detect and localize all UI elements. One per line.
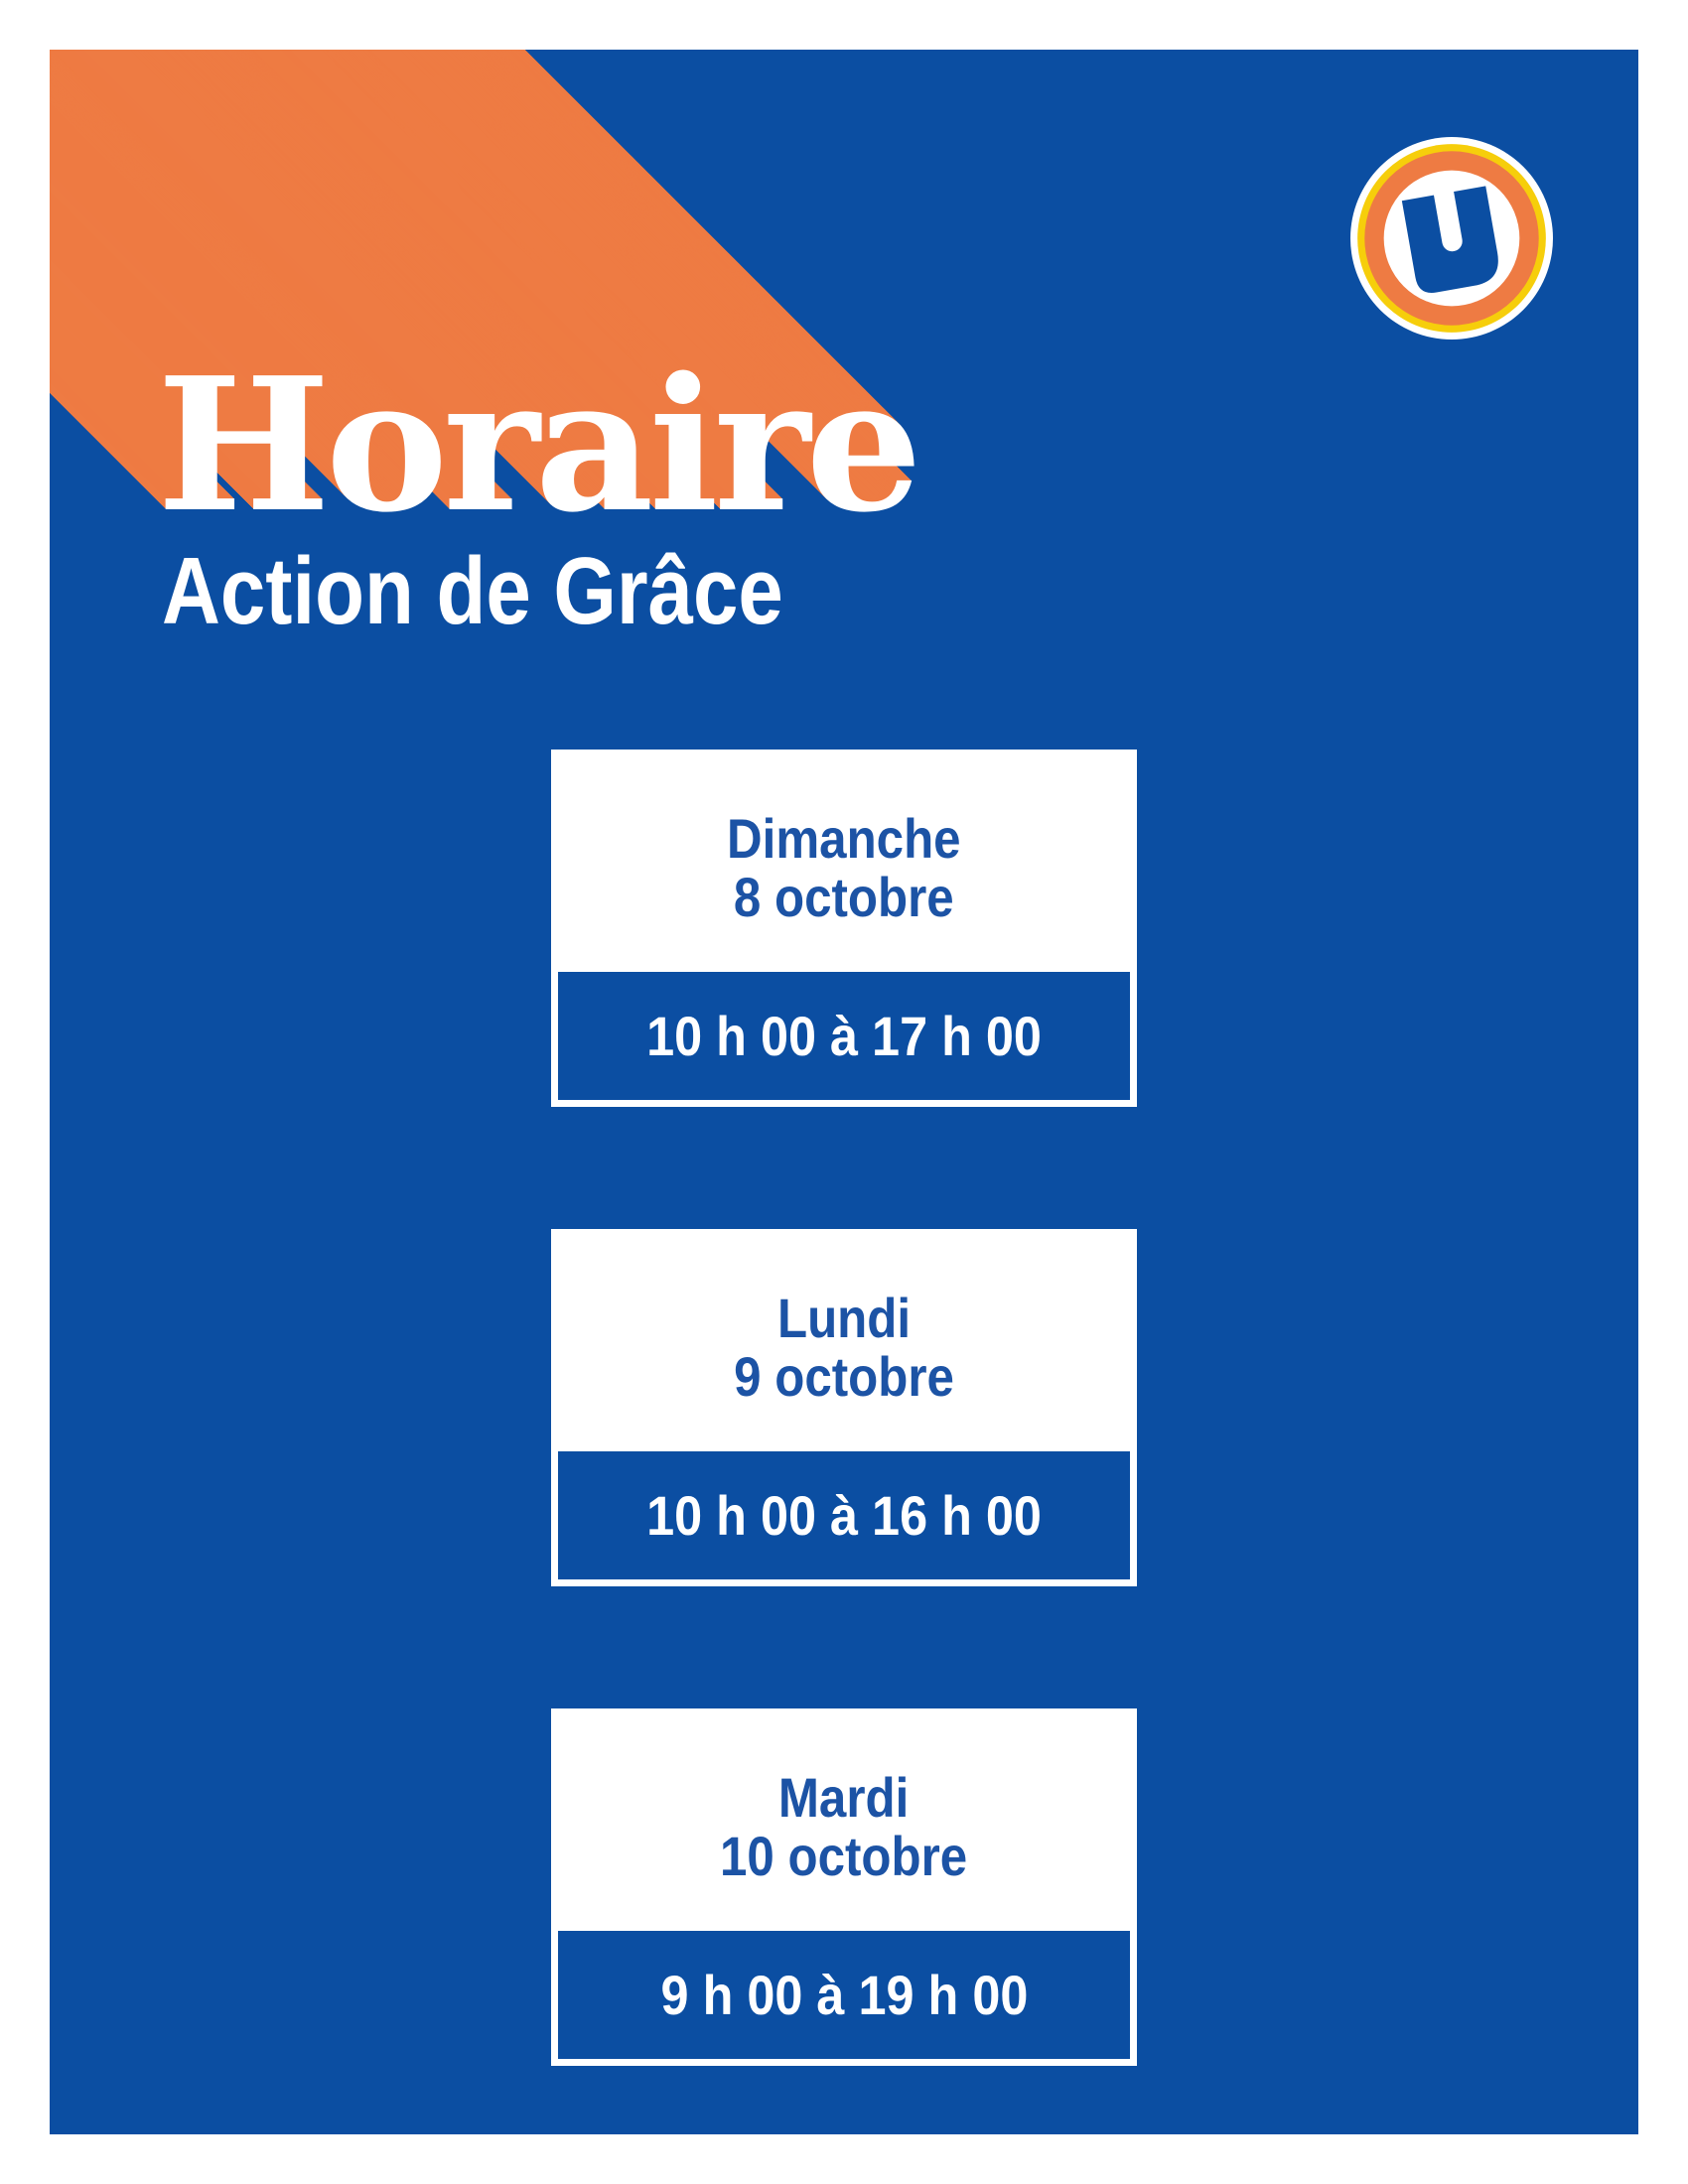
brand-logo <box>1350 137 1553 340</box>
page-subtitle: Action de Grâce <box>162 538 783 644</box>
day-date-block <box>720 1768 967 1885</box>
schedule-card-dimanche <box>551 750 1137 1107</box>
date-label: 9 octobre <box>734 1345 954 1408</box>
hours-label: 9 h 00 à 19 h 00 <box>660 1964 1028 2026</box>
day-label: Mardi <box>778 1766 910 1829</box>
day-date-block <box>734 1289 954 1406</box>
hours-box <box>558 1931 1130 2059</box>
hours-label: 10 h 00 à 16 h 00 <box>646 1484 1042 1547</box>
logo-u-icon <box>1350 137 1553 340</box>
day-label: Dimanche <box>727 807 961 870</box>
day-label: Lundi <box>776 1287 912 1349</box>
hours-box <box>558 972 1130 1100</box>
hours-label: 10 h 00 à 17 h 00 <box>646 1005 1042 1067</box>
card-day-area <box>551 750 1137 972</box>
card-day-area <box>551 1229 1137 1451</box>
poster-background <box>50 50 1638 2134</box>
hours-box <box>558 1451 1130 1579</box>
schedule-card-mardi <box>551 1708 1137 2066</box>
schedule-card-lundi <box>551 1229 1137 1586</box>
day-date-block <box>727 809 961 926</box>
date-label: 8 octobre <box>734 866 954 928</box>
page-title: Horaire <box>157 337 917 553</box>
card-day-area <box>551 1708 1137 1931</box>
date-label: 10 octobre <box>720 1825 968 1887</box>
